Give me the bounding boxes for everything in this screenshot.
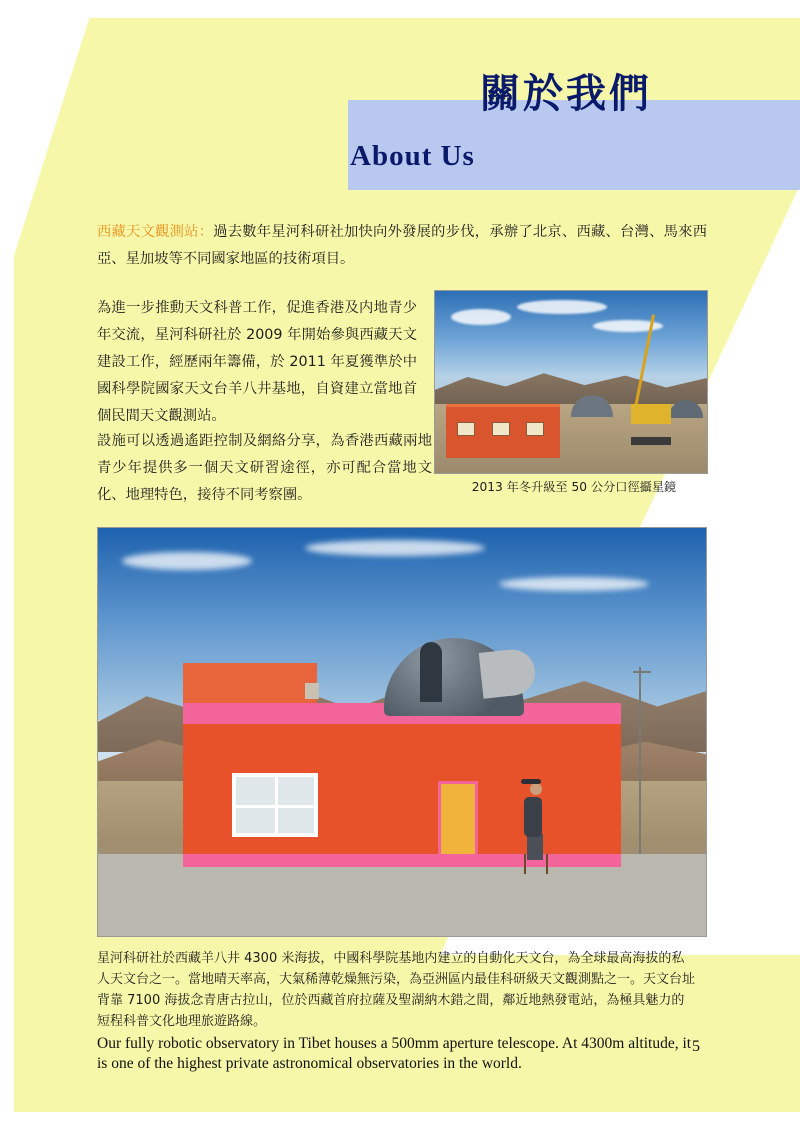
intro-paragraph: [97, 219, 707, 273]
building-window: [457, 422, 475, 436]
photo-tibet-observatory: [97, 527, 707, 937]
observatory-building: [446, 404, 560, 458]
paragraph-two: 為進一步推動天文科普工作，促進香港及内地青少年交流，星河科研社於 2009 年開始參與西藏天文建設工作，經歷兩年籌備，於 2011 年夏獲準於中國科學院國家天文台羊八井基地，自資建立當地首個民間天文觀測站。: [97, 300, 417, 424]
person-body: [524, 797, 542, 837]
crane-truck-body: [631, 404, 671, 424]
building-base-trim: [183, 854, 621, 866]
cloud-shape: [517, 300, 607, 314]
photo-crane-observatory: [434, 290, 708, 474]
person-legs: [527, 834, 543, 860]
building-door: [438, 781, 478, 857]
person-hat: [521, 779, 541, 784]
photo-caption-bottom: [97, 948, 697, 1074]
roof-vent: [305, 683, 319, 699]
background-white-strip-left: [0, 0, 14, 1132]
page-number: 5: [692, 1038, 700, 1055]
photo-caption-top: 2013 年冬升級至 50 公分口徑攝星鏡: [471, 480, 677, 494]
intro-paragraph-text: 過去數年星河科研社加快向外發展的步伐，承辦了北京、西藏、台灣、馬來西亞、星加坡等不同國家地區的技術項目。: [97, 224, 707, 267]
utility-pole: [639, 667, 641, 855]
building-window: [492, 422, 510, 436]
building-window: [232, 773, 318, 837]
caption-english: Our fully robotic observatory in Tibet houses a 500mm aperture telescope. At 4300m altitude, it is one of the highest private astronomical observatories in the world.: [97, 1035, 692, 1072]
building-upper-block: [183, 663, 317, 708]
intro-lead-label: 西藏天文觀測站：: [97, 224, 214, 240]
concrete-apron: [98, 854, 706, 936]
cloud-shape: [499, 577, 649, 591]
dome-slit: [420, 642, 442, 702]
person-head: [530, 783, 542, 795]
utility-pole-arm: [633, 671, 651, 673]
caption-chinese: 星河科研社於西藏羊八井 4300 米海拔，中國科學院基地内建立的自動化天文台，為全球最高海拔的私人天文台之一。當地晴天率高，大氣稀薄乾燥無污染，為亞洲區内最佳科研級天文觀測點之一。天文台址背靠 7100 海拔念青唐古拉山，位於西藏首府拉薩及聖湖納木錯之間，鄰近地熱發電站，為極具魅力的短程科普文化地理旅遊路線。: [97, 951, 696, 1029]
paragraph-three: 設施可以透過遙距控制及網絡分享，為香港西藏兩地青少年提供多一個天文研習途徑，亦可配合當地文化、地理特色，接待不同考察團。: [97, 433, 432, 503]
building-window: [526, 422, 544, 436]
background-white-strip-bottom: [0, 1112, 800, 1132]
page-title-english: About Us: [350, 140, 475, 172]
crane-wheels: [631, 437, 671, 445]
page-title-chinese: 關於我們: [480, 70, 652, 117]
